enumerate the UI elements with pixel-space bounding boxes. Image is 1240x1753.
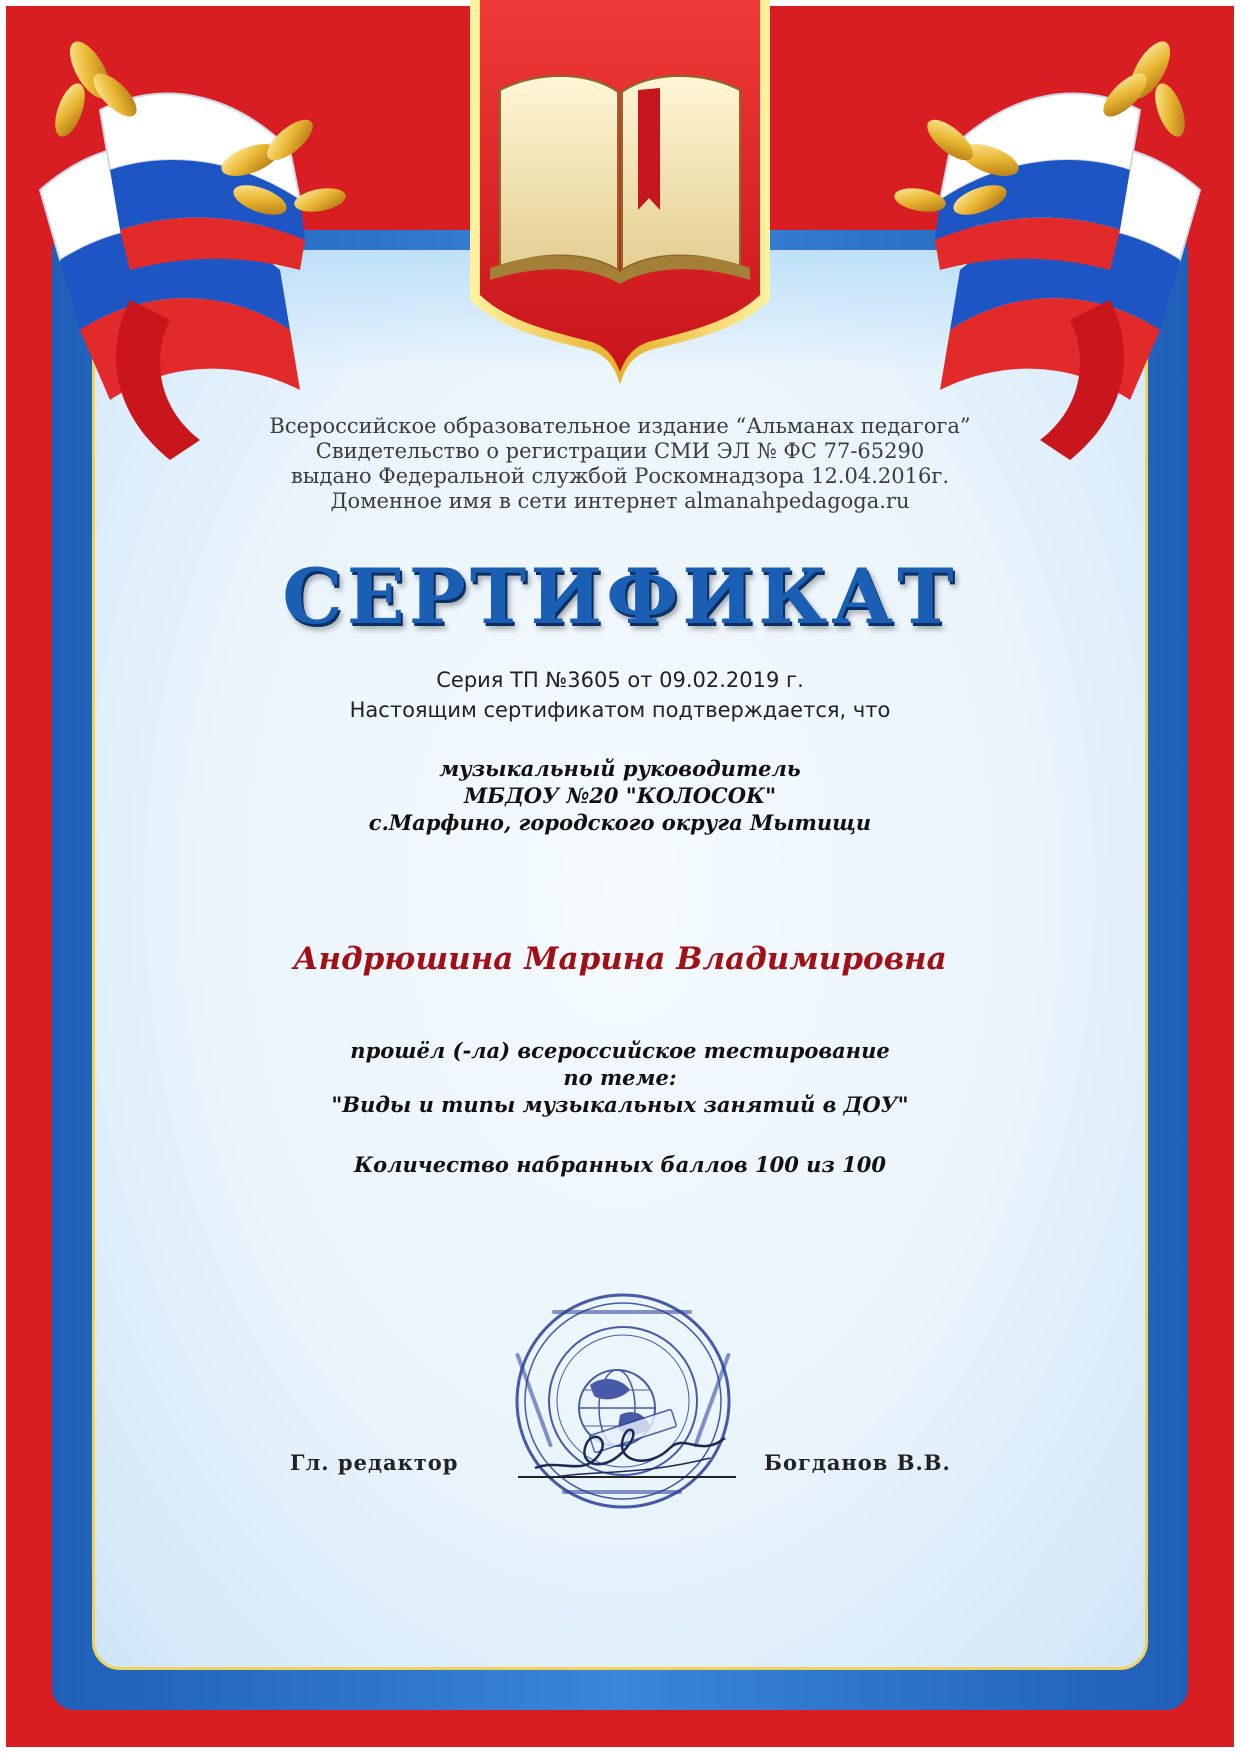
issued-by-line: выдано Федеральной службой Роскомнадзора 12.04.2016г. <box>290 464 950 488</box>
institution-name: МБДОУ №20 "КОЛОСОК" <box>463 783 777 808</box>
test-passed-text: прошёл (-ла) всероссийское тестирование <box>350 1038 890 1063</box>
institution-location: с.Марфино, городского округа Мытищи <box>368 810 872 835</box>
series-number: Серия ТП №3605 от 09.02.2019 г. <box>436 668 804 692</box>
publisher-info <box>0 414 1240 514</box>
publisher-line: Всероссийское образовательное издание “Альманах педагога” <box>269 414 971 438</box>
certificate-title: СЕРТИФИКАТ <box>282 552 958 641</box>
score-text: Количество набранных баллов 100 из 100 <box>353 1152 886 1177</box>
domain-line: Доменное имя в сети интернет almanahpedagoga.ru <box>330 489 910 513</box>
editor-name: Богданов В.В. <box>764 1450 951 1475</box>
series-block <box>0 665 1240 725</box>
test-topic: "Виды и типы музыкальных занятий в ДОУ" <box>331 1092 909 1117</box>
registration-line: Свидетельство о регистрации СМИ ЭЛ № ФС 77-65290 <box>315 439 925 463</box>
signature-row <box>0 1448 1240 1488</box>
editor-label: Гл. редактор <box>290 1450 459 1475</box>
signature-line <box>518 1476 736 1478</box>
test-topic-label: по теме: <box>563 1065 677 1090</box>
position-title: музыкальный руководитель <box>439 756 801 781</box>
test-description <box>0 1037 1240 1118</box>
confirmation-text: Настоящим сертификатом подтверждается, что <box>349 698 891 722</box>
recipient-name: Андрюшина Марина Владимировна <box>293 941 947 977</box>
book-shield-emblem <box>0 0 1240 390</box>
recipient-position <box>0 755 1240 836</box>
